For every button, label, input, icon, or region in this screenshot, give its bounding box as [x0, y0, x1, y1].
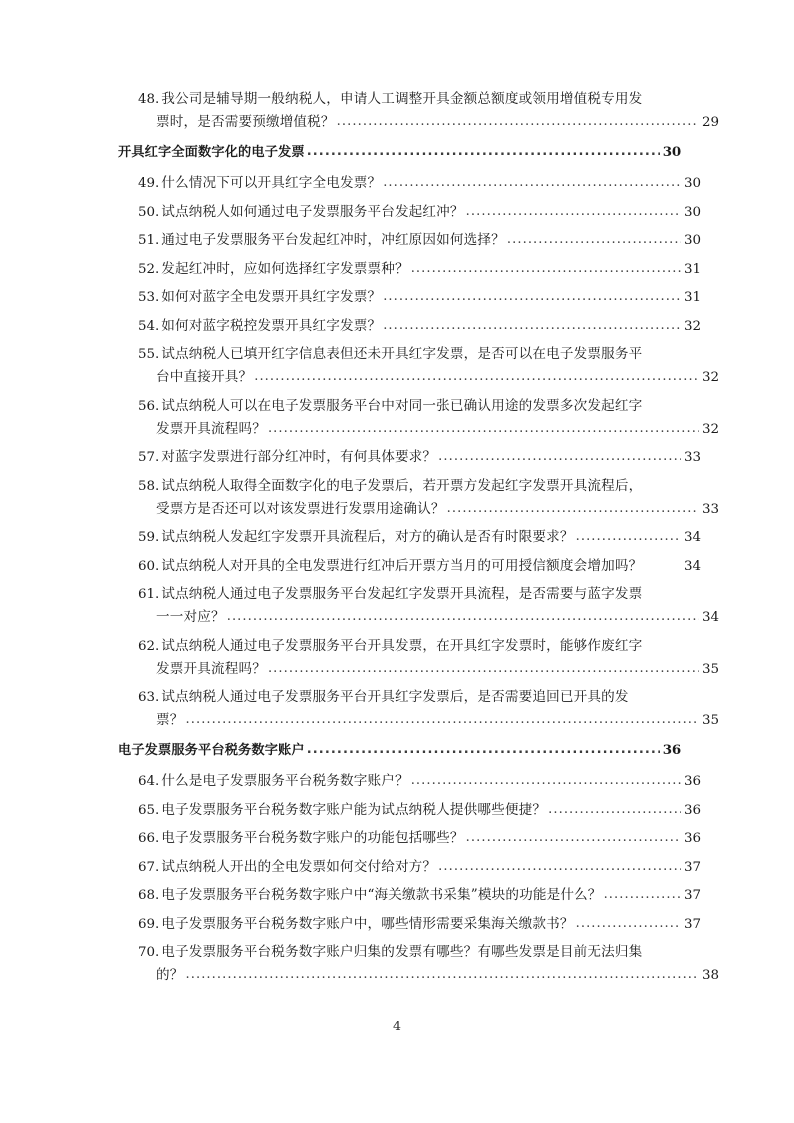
toc-entry-label: 试点纳税人如何通过电子发票服务平台发起红冲？: [161, 203, 464, 220]
footer-page-number: 4: [393, 1018, 401, 1033]
toc-entry-line: [118, 229, 701, 252]
toc-entry-page-number: 30: [683, 233, 701, 248]
toc-dot-leader: [447, 497, 699, 520]
toc-entry-line: [118, 418, 719, 441]
toc-entry-label: 票？: [156, 712, 184, 728]
toc-entry-label: 电子发票服务平台税务数字账户中“海关缴款书采集”模块的功能是什么？: [161, 887, 602, 903]
toc-entry-line: [118, 827, 701, 850]
toc-entry-line: [118, 635, 701, 658]
toc-dot-leader: [438, 445, 681, 468]
toc-entry-line: [118, 583, 701, 606]
toc-entry-label: 受票方是否还可以对该发票进行发票用途确认？: [156, 500, 445, 517]
toc-dot-leader: [383, 285, 681, 308]
toc-entry-number: 52.: [138, 261, 160, 277]
toc-entry-number: 62.: [138, 638, 160, 654]
toc-entry-label: 试点纳税人取得全面数字化的电子发票后，若开票方发起红字发票开具流程后，: [161, 477, 643, 494]
toc-dot-leader: [383, 171, 681, 194]
toc-item-entry[interactable]: [118, 343, 719, 389]
toc-entry-page-number: 37: [683, 859, 701, 875]
toc-entry-number: 70.: [138, 945, 160, 960]
toc-entry-label: 票时，是否需要预缴增值税？: [156, 114, 335, 130]
toc-entry-line: [118, 446, 701, 469]
toc-section-title: 电子发票服务平台税务数字账户: [118, 743, 305, 758]
toc-dot-leader: [548, 798, 681, 821]
toc-entry-line: [118, 201, 701, 224]
toc-entry-line: [118, 606, 719, 629]
toc-entry-page-number: 31: [683, 290, 701, 305]
toc-entry-number: 65.: [138, 802, 160, 818]
toc-entry-page-number: 34: [683, 530, 701, 545]
toc-entry-number: 53.: [138, 290, 160, 305]
toc-entry-number: 61.: [138, 587, 160, 602]
toc-entry-number: 58.: [138, 478, 160, 494]
toc-entry-line: [118, 686, 701, 709]
toc-section-entry[interactable]: [118, 739, 681, 762]
toc-entry-line: [118, 658, 719, 681]
toc-dot-leader: [268, 657, 699, 680]
toc-entry-label: 通过电子发票服务平台发起红冲时，冲红原因如何选择？: [161, 232, 505, 248]
toc-entry-number: 57.: [138, 450, 160, 465]
toc-dot-leader: [466, 826, 681, 849]
toc-item-entry[interactable]: [118, 686, 719, 732]
toc-entry-label: 我公司是辅导期一般纳税人，申请人工调整开具金额总额度或领用增值税专用发: [161, 91, 643, 107]
toc-entry-line: [118, 856, 701, 879]
toc-item-entry[interactable]: [118, 635, 719, 681]
toc-item-entry[interactable]: [118, 526, 701, 549]
toc-item-entry[interactable]: [118, 258, 701, 281]
toc-entry-label: 一一对应？: [156, 609, 225, 625]
toc-entry-label: 电子发票服务平台税务数字账户的功能包括哪些？: [161, 830, 464, 846]
toc-entry-page-number: 33: [683, 450, 701, 465]
toc-entry-line: [118, 172, 701, 195]
toc-entry-number: 55.: [138, 347, 160, 362]
toc-dot-leader: [466, 200, 681, 223]
toc-entry-label: 试点纳税人对开具的全电发票进行红冲后开票方当月的可用授信额度会增加吗？: [161, 557, 643, 574]
toc-entry-number: 54.: [138, 318, 160, 334]
toc-item-entry[interactable]: [118, 229, 701, 252]
toc-entry-label: 的？: [156, 967, 184, 983]
toc-entry-label: 试点纳税人可以在电子发票服务平台中对同一张已确认用途的发票多次发起红字: [161, 397, 643, 414]
toc-section-title: 开具红字全面数字化的电子发票: [118, 145, 305, 160]
toc-dot-leader: [383, 314, 681, 337]
toc-entry-line: [118, 555, 701, 578]
toc-entry-page-number: 35: [701, 713, 719, 728]
toc-entry-label: 发票开具流程吗？: [156, 660, 266, 677]
toc-dot-leader: [254, 365, 699, 388]
toc-item-entry[interactable]: [118, 315, 701, 338]
toc-entry-number: 64.: [138, 774, 160, 789]
toc-entry-line: [118, 395, 701, 418]
toc-entry-page-number: 37: [683, 916, 701, 932]
toc-entry-line: [118, 913, 701, 936]
toc-entry-page-number: 34: [683, 558, 701, 574]
toc-entry-number: 60.: [138, 558, 160, 574]
toc-item-entry[interactable]: [118, 799, 701, 822]
toc-item-entry[interactable]: [118, 395, 719, 441]
toc-entry-line: [118, 526, 701, 549]
toc-item-entry[interactable]: [118, 555, 701, 578]
toc-entry-number: 68.: [138, 888, 160, 903]
toc-entry-page-number: 37: [683, 888, 701, 903]
toc-entry-label: 什么情况下可以开具红字全电发票？: [161, 175, 382, 191]
toc-entry-label: 如何对蓝字税控发票开具红字发票？: [161, 317, 382, 334]
toc-entry-line: [118, 770, 701, 793]
toc-entry-label: 试点纳税人通过电子发票服务平台开具红字发票后，是否需要追回已开具的发: [161, 689, 629, 705]
toc-item-entry[interactable]: [118, 856, 701, 879]
toc-entry-page-number: 32: [683, 318, 701, 334]
toc-entry-label: 如何对蓝字全电发票开具红字发票？: [161, 289, 382, 305]
table-of-contents: [118, 88, 719, 993]
toc-dot-leader: [411, 257, 681, 280]
toc-dot-leader: [576, 912, 681, 935]
toc-dot-leader: [411, 769, 681, 792]
toc-entry-page-number: 30: [683, 204, 701, 220]
toc-dot-leader: [576, 525, 681, 548]
toc-entry-label: 对蓝字发票进行部分红冲时，有何具体要求？: [161, 449, 437, 465]
toc-entry-line: [118, 739, 681, 762]
toc-entry-page-number: 32: [701, 421, 719, 437]
toc-entry-page-number: 36: [683, 774, 701, 789]
toc-entry-page-number: 36: [683, 831, 701, 846]
toc-item-entry[interactable]: [118, 172, 701, 195]
toc-entry-label: 电子发票服务平台税务数字账户能为试点纳税人提供哪些便捷？: [161, 801, 547, 818]
toc-dot-leader: [186, 963, 699, 986]
toc-entry-number: 49.: [138, 176, 160, 191]
toc-entry-number: 51.: [138, 233, 160, 248]
toc-entry-label: 什么是电子发票服务平台税务数字账户？: [161, 773, 409, 789]
toc-entry-label: 台中直接开具？: [156, 369, 253, 385]
toc-entry-label: 试点纳税人已填开红字信息表但还未开具红字发票，是否可以在电子发票服务平: [161, 346, 643, 362]
toc-item-entry[interactable]: [118, 827, 701, 850]
toc-dot-leader: [186, 708, 699, 731]
toc-dot-leader: [268, 417, 699, 440]
toc-entry-line: [118, 343, 701, 366]
toc-entry-number: 66.: [138, 831, 160, 846]
toc-item-entry[interactable]: [118, 884, 701, 907]
toc-entry-label: 试点纳税人通过电子发票服务平台发起红字发票开具流程，是否需要与蓝字发票: [161, 586, 643, 602]
toc-entry-page-number: 35: [701, 661, 719, 677]
toc-dot-leader: [604, 883, 681, 906]
toc-entry-line: [118, 111, 719, 134]
toc-entry-page-number: 36: [683, 802, 701, 818]
toc-item-entry[interactable]: [118, 913, 701, 936]
toc-entry-line: [118, 884, 701, 907]
toc-entry-page-number: 34: [701, 610, 719, 625]
toc-entry-line: [118, 709, 719, 732]
toc-item-entry[interactable]: [118, 770, 701, 793]
toc-entry-page-number: 33: [701, 501, 719, 517]
toc-entry-page-number: 30: [683, 176, 701, 191]
toc-item-entry[interactable]: [118, 941, 719, 987]
toc-dot-leader: [438, 855, 681, 878]
toc-dot-leader: [337, 110, 699, 133]
toc-entry-label: 试点纳税人开出的全电发票如何交付给对方？: [161, 858, 437, 875]
toc-entry-line: [118, 366, 719, 389]
toc-entry-label: 发票开具流程吗？: [156, 420, 266, 437]
toc-dot-leader: [307, 738, 660, 761]
toc-item-entry[interactable]: [118, 286, 701, 309]
toc-item-entry[interactable]: [118, 583, 719, 629]
toc-entry-number: 59.: [138, 530, 160, 545]
page-footer: [0, 1018, 794, 1033]
toc-entry-line: [118, 498, 719, 521]
toc-dot-leader: [507, 228, 681, 251]
toc-entry-label: 试点纳税人发起红字发票开具流程后，对方的确认是否有时限要求？: [161, 529, 574, 545]
toc-entry-page-number: 38: [701, 968, 719, 983]
toc-item-entry[interactable]: [118, 201, 701, 224]
toc-entry-page-number: 36: [662, 742, 681, 758]
toc-entry-page-number: 31: [683, 261, 701, 277]
toc-entry-label: 电子发票服务平台税务数字账户中，哪些情形需要采集海关缴款书？: [161, 915, 574, 932]
toc-item-entry[interactable]: [118, 475, 719, 521]
toc-entry-line: [118, 941, 701, 964]
toc-entry-number: 48.: [138, 92, 160, 107]
toc-entry-line: [118, 286, 701, 309]
toc-entry-label: 电子发票服务平台税务数字账户归集的发票有哪些？有哪些发票是目前无法归集: [161, 944, 643, 960]
toc-entry-line: [118, 799, 701, 822]
toc-entry-line: [118, 475, 701, 498]
toc-dot-leader: [227, 605, 699, 628]
toc-entry-number: 50.: [138, 204, 160, 220]
toc-entry-number: 67.: [138, 859, 160, 875]
toc-entry-number: 63.: [138, 690, 160, 705]
toc-entry-page-number: 30: [662, 144, 681, 160]
toc-entry-line: [118, 141, 681, 164]
toc-entry-page-number: 29: [701, 115, 719, 130]
toc-entry-line: [118, 315, 701, 338]
toc-entry-page-number: 32: [701, 370, 719, 385]
toc-entry-number: 56.: [138, 398, 160, 414]
toc-item-entry[interactable]: [118, 446, 701, 469]
toc-dot-leader: [307, 140, 660, 163]
toc-entry-label: 试点纳税人通过电子发票服务平台开具发票，在开具红字发票时，能够作废红字: [161, 637, 643, 654]
toc-entry-label: 发起红冲时，应如何选择红字发票票种？: [161, 260, 409, 277]
toc-entry-line: [118, 258, 701, 281]
toc-item-entry[interactable]: [118, 88, 719, 134]
toc-entry-number: 69.: [138, 916, 160, 932]
toc-section-entry[interactable]: [118, 141, 681, 164]
toc-entry-line: [118, 964, 719, 987]
toc-entry-line: [118, 88, 701, 111]
